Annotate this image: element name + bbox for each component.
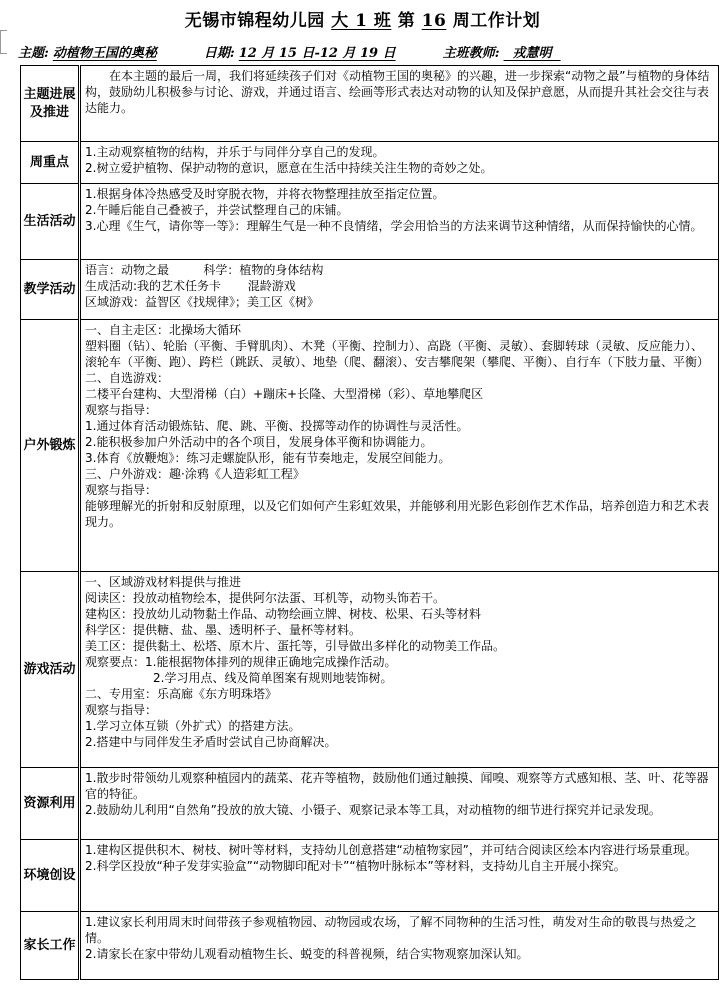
table-row — [21, 572, 719, 768]
plan-table — [20, 65, 719, 980]
table-row — [21, 320, 719, 572]
row-content: 1.建议家长利用周末时间带孩子参观植物园、动物园或农场，了解不同物种的生活习性，萌发对生命的敬畏与热爱之情。 2.请家长在家中带幼儿观看动植物生长、蜕变的科普视频，结合实物观察加深认知。 — [80, 912, 719, 980]
title-suffix: 周工作计划 — [446, 11, 541, 31]
table-row — [21, 184, 719, 260]
table-row — [21, 142, 719, 184]
margin-bracket — [0, 30, 7, 54]
date-label: 日期: — [203, 46, 235, 61]
row-label: 资源利用 — [21, 768, 80, 840]
row-label: 环境创设 — [21, 840, 80, 912]
theme-label: 主题: — [18, 46, 49, 61]
row-content: 语言：动物之最 科学：植物的身体结构 生成活动:我的艺术任务卡 混龄游戏 区域游戏：益智区《找规律》；美工区《树》 — [80, 260, 719, 320]
row-content: 1.根据身体冷热感受及时穿脱衣物，并将衣物整理挂放至指定位置。 2.午睡后能自己叠被子，并尝试整理自己的床铺。 3.心理《生气，请你等一等》：理解生气是一种不良情绪，学会用恰当的方法来调节这种情绪，从而保持愉快的心情。 — [80, 184, 719, 260]
teacher-label: 主班教师: — [442, 46, 500, 61]
row-label: 主题进展及推进 — [21, 66, 80, 142]
info-line — [18, 42, 718, 61]
row-content: 1.主动观察植物的结构，并乐于与同伴分享自己的发现。 2.树立爱护植物、保护动物的意识，愿意在生活中持续关注生物的奇妙之处。 — [80, 142, 719, 184]
page-title — [0, 6, 725, 31]
row-label: 家长工作 — [21, 912, 80, 980]
row-label: 生活活动 — [21, 184, 80, 260]
row-content: 一、自主走区：北操场大循环 塑料圈（钻）、轮胎（平衡、手臂肌肉）、木凳（平衡、控制力）、高跷（平衡、灵敏）、套脚转球（灵敏、反应能力）、滚轮车（平衡、跑）、跨栏（跳跃、灵敏）、地垫（爬、翻滚）、安吉攀爬架（攀爬、平衡）、自行车（下肢力量、平衡） 二、自选游戏： 二楼平台建构、大型滑梯（白）+蹦床+长隆、大型滑梯（彩）、草地攀爬区 观察与指导： 1.通过体育活动锻炼钻、爬、跳、平衡、投掷等动作的协调性与灵活性。 2.能积极参加户外活动中的各个项目，发展身体平衡和协调能力。 3.体育《放鞭炮》：练习走螺旋队形，能有节奏地走，发展空间能力。 三、户外游戏：趣·涂鸦《人造彩虹工程》 观察与指导： 能够理解光的折射和反射原理，以及它们如何产生彩虹效果，并能够利用光影色彩创作艺术作品，培养创造力和艺术表现力。 — [80, 320, 719, 572]
title-class: 大 1 班 — [331, 11, 392, 31]
table-row — [21, 66, 719, 142]
title-week-number: 16 — [421, 11, 447, 31]
row-label: 户外锻炼 — [21, 320, 80, 572]
theme-value: 动植物王国的奥秘 — [52, 46, 157, 61]
table-row — [21, 840, 719, 912]
teacher-value: 戎慧明 — [503, 46, 561, 61]
row-content: 一、区域游戏材料提供与推进 阅读区：投放动植物绘本，提供阿尔法蛋、耳机等，动物头饰若干。 建构区：投放幼儿动物黏土作品、动物绘画立牌、树枝、松果、石头等材料 科学区：提供糖、盐、墨、透明杯子、量杯等材料。 美工区：提供黏土、松塔、原木片、蛋托等，引导做出多样化的动物美工作品。 观察要点：1.能根据物体排列的规律正确地完成操作活动。 2.学习用点、线及简单图案有规则地装饰树。 二、专用室：乐高廊《东方明珠塔》 观察与指导： 1.学习立体互锁（外扩式）的搭建方法。 2.搭建中与同伴发生矛盾时尝试自己协商解决。 — [80, 572, 719, 768]
table-row — [21, 912, 719, 980]
row-content: 在本主题的最后一周，我们将延续孩子们对《动植物王国的奥秘》的兴趣，进一步探索“动物之最”与植物的身体结构，鼓励幼儿积极参与讨论、游戏，并通过语言、绘画等形式表达对动物的认知及保护意愿，从而提升其社会交往与表达能力。 — [80, 66, 719, 142]
table-row — [21, 260, 719, 320]
table-row — [21, 768, 719, 840]
title-school: 无锡市锦程幼儿园 — [184, 11, 332, 31]
date-value: 12 月 15 日-12 月 19 日 — [238, 46, 396, 61]
row-content: 1.建构区提供积木、树枝、树叶等材料，支持幼儿创意搭建“动植物家园”，并可结合阅读区绘本内容进行场景重现。 2.科学区投放“种子发芽实验盒”“动物脚印配对卡”“植物叶脉标本”等材料，支持幼儿自主开展小探究。 — [80, 840, 719, 912]
row-label: 周重点 — [21, 142, 80, 184]
title-week-prefix: 第 — [391, 11, 422, 31]
row-label: 游戏活动 — [21, 572, 80, 768]
row-label: 教学活动 — [21, 260, 80, 320]
row-content: 1.散步时带领幼儿观察种植园内的蔬菜、花卉等植物，鼓励他们通过触摸、闻嗅、观察等方式感知根、茎、叶、花等器官的特征。 2.鼓励幼儿利用“自然角”投放的放大镜、小镊子、观察记录本等工具，对动植物的细节进行探究并记录发现。 — [80, 768, 719, 840]
